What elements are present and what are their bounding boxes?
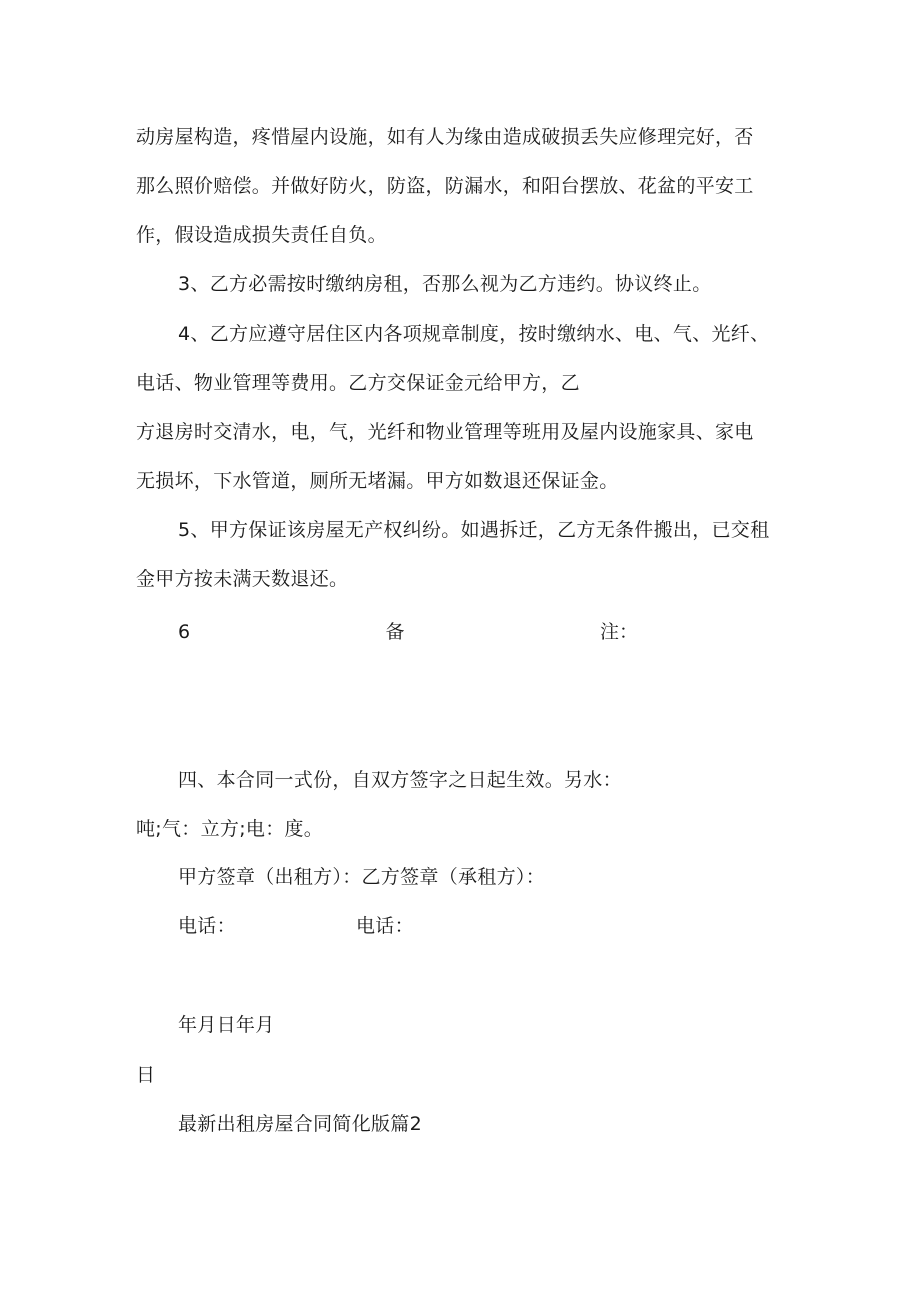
signature-line: 甲方签章（出租方）：乙方签章（承租方）： [178, 866, 546, 888]
date-line-continued: 日 [136, 1064, 156, 1086]
remark-number: 6 [178, 621, 191, 643]
utility-readings: 吨;气：立方;电：度。 [136, 818, 324, 840]
clause-3: 3、乙方必需按时缴纳房租，否那么视为乙方违约。协议终止。 [178, 273, 712, 295]
phone-label-party-b: 电话： [356, 915, 414, 937]
remark-char-1: 备 [385, 621, 405, 643]
text-line: 电话、物业管理等费用。乙方交保证金元给甲方，乙 [136, 372, 580, 394]
clause-4: 4、乙方应遵守居住区内各项规章制度，按时缴纳水、电、气、光纤、 [178, 323, 770, 345]
text-line: 金甲方按未满天数退还。 [136, 568, 349, 590]
phone-label-party-a: 电话： [178, 915, 236, 937]
section-heading: 最新出租房屋合同简化版篇2 [178, 1113, 422, 1135]
text-line: 作，假设造成损失责任自负。 [136, 224, 387, 246]
remark-char-2: 注： [599, 621, 638, 643]
clause-four: 四、本合同一式份，自双方签字之日起生效。另水： [178, 769, 622, 791]
clause-5: 5、甲方保证该房屋无产权纠纷。如遇拆迁，乙方无条件搬出，已交租 [178, 519, 770, 541]
text-line: 动房屋构造，疼惜屋内设施，如有人为缘由造成破损丢失应修理完好，否 [136, 126, 754, 148]
text-line: 方退房时交清水，电，气，光纤和物业管理等班用及屋内设施家具、家电 [136, 421, 754, 443]
remark-line [178, 619, 638, 645]
text-line: 无损坏，下水管道，厕所无堵漏。甲方如数退还保证金。 [136, 470, 619, 492]
text-line: 那么照价赔偿。并做好防火，防盗，防漏水，和阳台摆放、花盆的平安工 [136, 175, 754, 197]
date-line: 年月日年月 [178, 1014, 275, 1036]
